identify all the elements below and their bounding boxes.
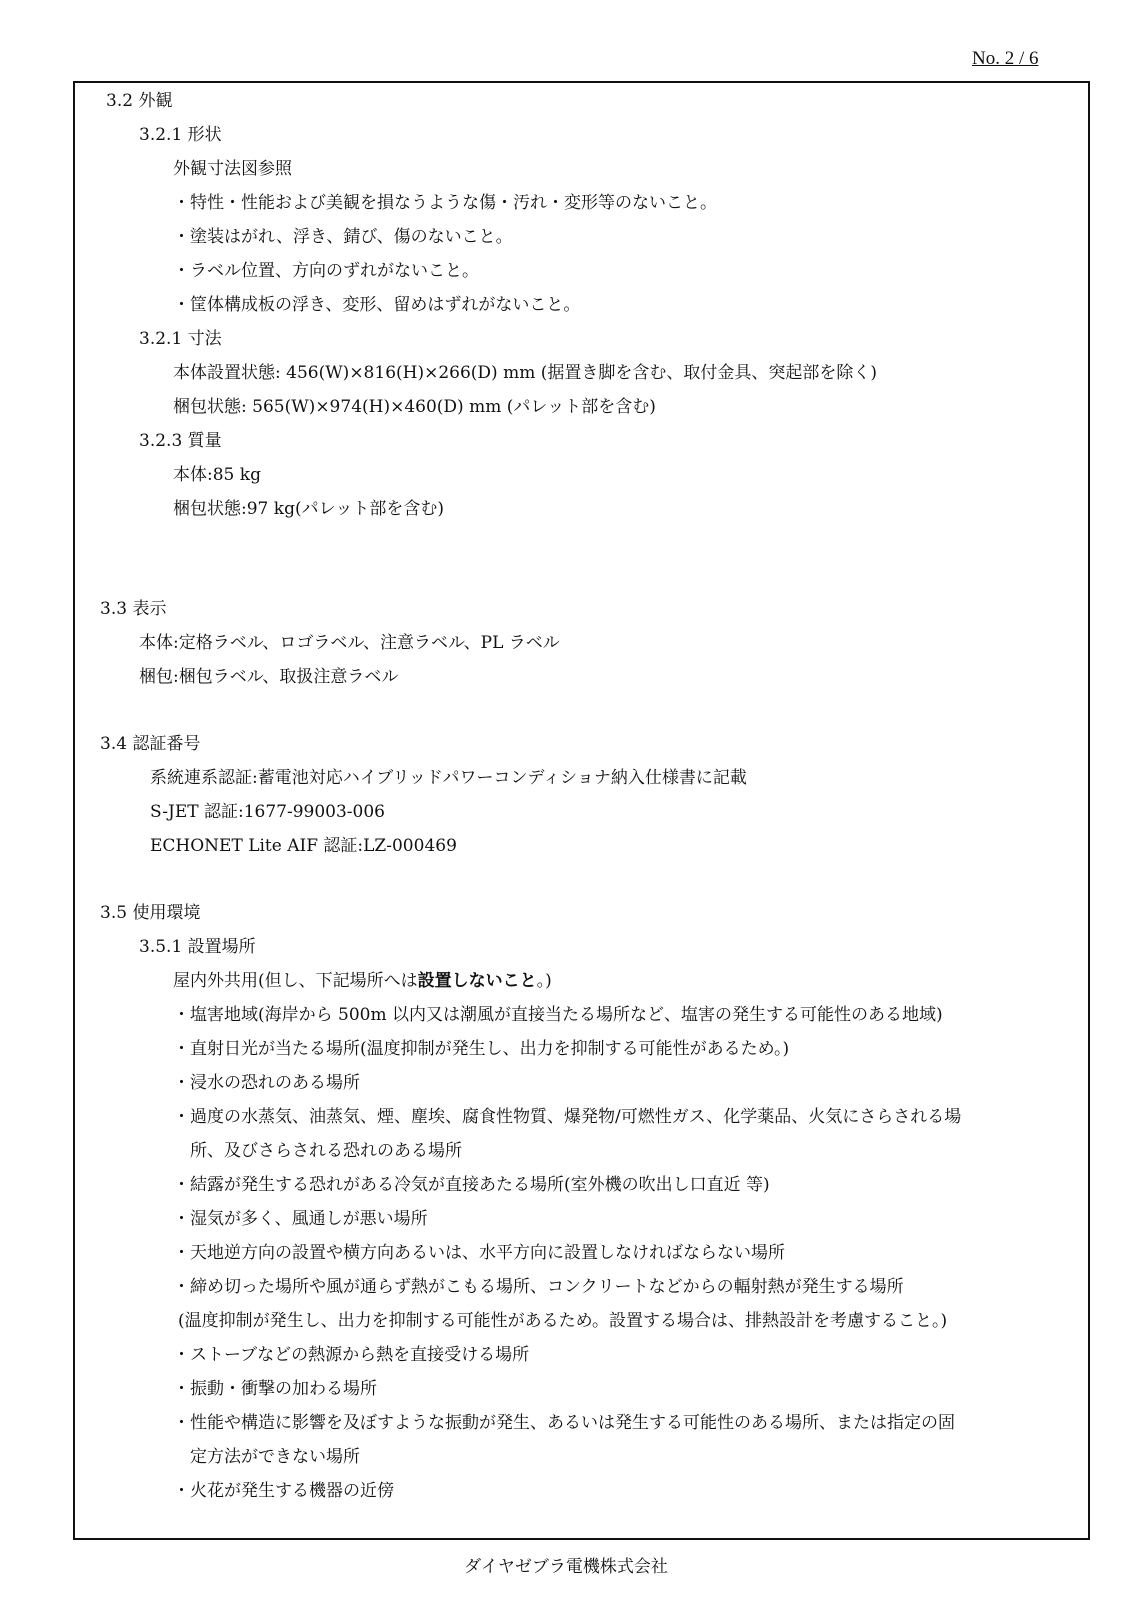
location-item: ・振動・衝撃の加わる場所 bbox=[173, 1379, 377, 1399]
labels-body: 本体:定格ラベル、ロゴラベル、注意ラベル、PL ラベル bbox=[139, 633, 560, 653]
subsection-heading-shape: 3.2.1 形状 bbox=[139, 125, 222, 145]
certification-item: S-JET 認証:1677-99003-006 bbox=[150, 802, 385, 822]
shape-reference: 外観寸法図参照 bbox=[173, 159, 292, 179]
location-item: ・締め切った場所や風が通らず熱がこもる場所、コンクリートなどからの輻射熱が発生する場所 bbox=[173, 1277, 904, 1297]
section-heading-appearance: 3.2 外観 bbox=[106, 91, 173, 111]
location-item: ・天地逆方向の設置や横方向あるいは、水平方向に設置しなければならない場所 bbox=[173, 1243, 785, 1263]
location-item-continued: 所、及びさらされる恐れのある場所 bbox=[190, 1141, 462, 1161]
section-heading-labels: 3.3 表示 bbox=[100, 599, 167, 619]
mass-body: 本体:85 kg bbox=[173, 465, 261, 485]
shape-item: ・ラベル位置、方向のずれがないこと。 bbox=[173, 261, 479, 281]
location-intro bbox=[173, 970, 552, 992]
page-number: No. 2 / 6 bbox=[972, 48, 1039, 69]
location-intro-emphasis: 設置しないこと bbox=[417, 971, 537, 991]
company-footer: ダイヤゼブラ電機株式会社 bbox=[464, 1557, 668, 1577]
mass-package: 梱包状態:97 kg(パレット部を含む) bbox=[173, 499, 445, 519]
labels-package: 梱包:梱包ラベル、取扱注意ラベル bbox=[139, 667, 399, 687]
location-item: ・過度の水蒸気、油蒸気、煙、塵埃、腐食性物質、爆発物/可燃性ガス、化学薬品、火気にさらされる場 bbox=[173, 1107, 962, 1127]
section-heading-certification: 3.4 認証番号 bbox=[100, 734, 201, 754]
certification-item: ECHONET Lite AIF 認証:LZ-000469 bbox=[150, 836, 457, 856]
location-item: ・性能や構造に影響を及ぼすような振動が発生、あるいは発生する可能性のある場所、または指定の固 bbox=[173, 1413, 955, 1433]
location-item: ・結露が発生する恐れがある冷気が直接あたる場所(室外機の吹出し口直近 等) bbox=[173, 1175, 770, 1195]
shape-item: ・筐体構成板の浮き、変形、留めはずれがないこと。 bbox=[173, 295, 581, 315]
location-intro-end: 。) bbox=[536, 971, 552, 991]
location-item: ・浸水の恐れのある場所 bbox=[173, 1073, 360, 1093]
subsection-heading-mass: 3.2.3 質量 bbox=[139, 431, 222, 451]
location-item: ・直射日光が当たる場所(温度抑制が発生し、出力を抑制する可能性があるため。) bbox=[173, 1039, 790, 1059]
shape-item: ・塗装はがれ、浮き、錆び、傷のないこと。 bbox=[173, 227, 513, 247]
shape-item: ・特性・性能および美観を損なうような傷・汚れ・変形等のないこと。 bbox=[173, 193, 717, 213]
subsection-heading-location: 3.5.1 設置場所 bbox=[139, 937, 256, 957]
certification-item: 系統連系認証:蓄電池対応ハイブリッドパワーコンディショナ納入仕様書に記載 bbox=[150, 768, 747, 788]
location-item: ・ストーブなどの熱源から熱を直接受ける場所 bbox=[173, 1345, 530, 1365]
dimensions-package: 梱包状態: 565(W)×974(H)×460(D) mm (パレット部を含む) bbox=[173, 397, 656, 417]
location-item-continued: 定方法ができない場所 bbox=[190, 1447, 360, 1467]
location-item: ・塩害地域(海岸から 500m 以内又は潮風が直接当たる場所など、塩害の発生する可能性のある地域) bbox=[173, 1005, 943, 1025]
location-item: ・火花が発生する機器の近傍 bbox=[173, 1481, 394, 1501]
dimensions-body: 本体設置状態: 456(W)×816(H)×266(D) mm (据置き脚を含む、取付金具、突起部を除く) bbox=[173, 363, 877, 383]
location-intro-text: 屋内外共用(但し、下記場所へは bbox=[173, 971, 418, 991]
location-item-continued: (温度抑制が発生し、出力を抑制する可能性があるため。設置する場合は、排熱設計を考慮すること。) bbox=[178, 1311, 948, 1331]
subsection-heading-dimensions: 3.2.1 寸法 bbox=[139, 329, 222, 349]
location-item: ・湿気が多く、風通しが悪い場所 bbox=[173, 1209, 428, 1229]
section-heading-environment: 3.5 使用環境 bbox=[100, 903, 201, 923]
